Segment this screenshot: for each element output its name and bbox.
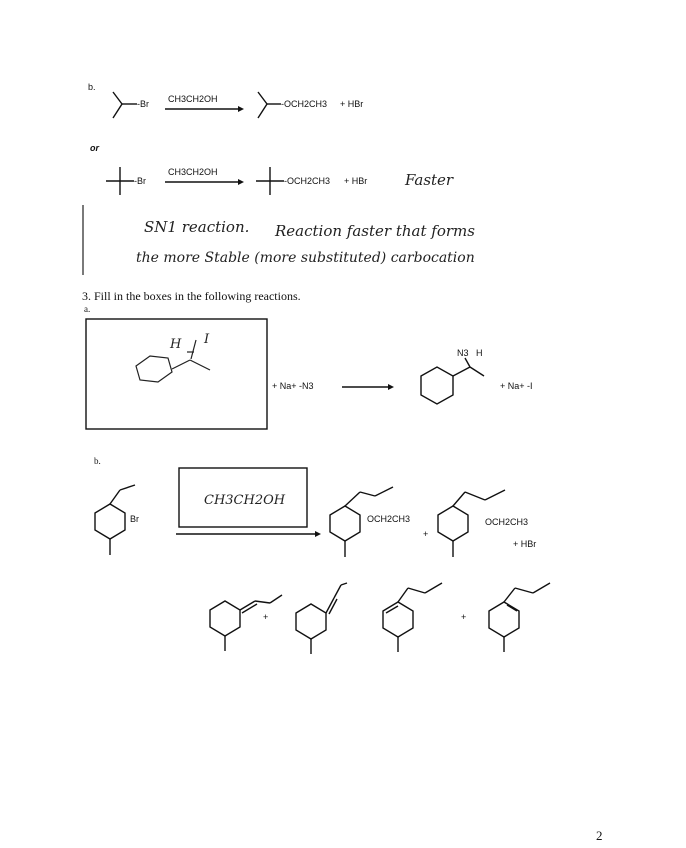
question-3-prompt: 3. Fill in the boxes in the following reactions. (82, 289, 301, 303)
box-h-label: H (170, 337, 182, 352)
handwritten-reason-note: Reaction faster that forms (275, 222, 475, 240)
part-b-label-q3: b. (94, 456, 101, 466)
hbr-byproduct-label: + HBr (513, 539, 537, 549)
alkene-product-2-structure (296, 583, 347, 654)
part-b-label: b. (88, 82, 96, 92)
tert-butyl-bromide-structure (106, 167, 134, 195)
ether-product-1-label: OCH2CH3 (367, 514, 411, 524)
product-ether-label-1: -OCH2CH3 (281, 99, 328, 109)
product-ether-label-2: -OCH2CH3 (284, 176, 331, 186)
alkene-plus-label-1: + (263, 612, 269, 622)
solvent-label-1: CH3CH2OH (168, 94, 218, 104)
faster-note: Faster (405, 171, 454, 189)
azide-h-label: H (476, 348, 483, 358)
or-label: or (90, 143, 99, 153)
byproduct-label-2: + HBr (344, 176, 368, 186)
bromide-reactant-structure (95, 485, 135, 555)
alkene-product-4-structure (489, 583, 550, 652)
ether-product-2-label: OCH2CH3 (485, 517, 529, 527)
reactant-br-label: -Br (137, 99, 149, 109)
handwritten-sn1-note: SN1 reaction. (144, 218, 250, 236)
isopropyl-ether-structure (258, 92, 281, 118)
tert-butyl-ether-structure (256, 167, 284, 195)
answer-box-a (86, 319, 267, 429)
azide-n3-label: N3 (457, 348, 469, 358)
azide-product-structure (421, 358, 484, 404)
handwritten-carbocation-note: the more Stable (more substituted) carbocation (136, 250, 475, 266)
byproduct-label-1: + HBr (340, 99, 364, 109)
reactant-br-label-q3: Br (130, 514, 139, 524)
products-plus-label: + (423, 529, 429, 539)
box-solvent-label: CH3CH2OH (204, 493, 286, 508)
reactant-br-label-2: -Br (134, 176, 146, 186)
alkene-product-1-structure (210, 595, 282, 651)
alkene-plus-label-2: + (461, 612, 467, 622)
azide-reagent-label: + Na+ -N3 (272, 381, 314, 391)
part-a-label: a. (84, 304, 91, 314)
solvent-label-2: CH3CH2OH (168, 167, 218, 177)
page-number: 2 (596, 828, 603, 843)
box-i-label: I (204, 332, 210, 347)
isopropyl-bromide-structure (113, 92, 137, 118)
iodide-byproduct-label: + Na+ -I (500, 381, 533, 391)
alkene-product-3-structure (383, 583, 442, 652)
